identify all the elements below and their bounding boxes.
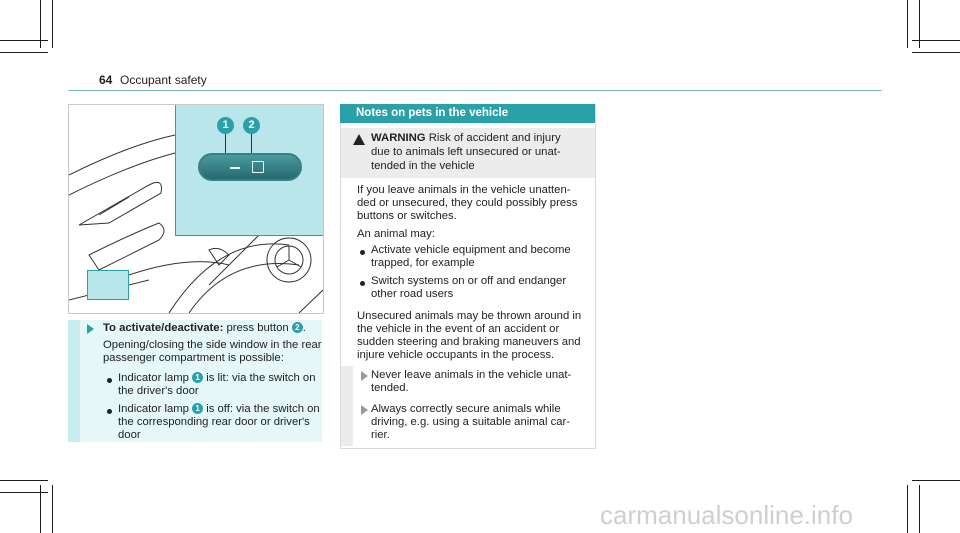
tip-line: driving, e.g. using a suitable animal car- xyxy=(371,416,571,428)
button-2-marker: 2 xyxy=(292,322,303,333)
indicator-lamp xyxy=(230,167,240,169)
list-line: Activate vehicle equipment and become xyxy=(371,244,571,256)
door-panel-illustration xyxy=(68,104,324,314)
tip-bar xyxy=(341,402,353,446)
bullet-icon xyxy=(360,281,365,286)
list-line: trapped, for example xyxy=(371,257,475,269)
callout-1: 1 xyxy=(217,117,234,134)
bullet-text-a: Indicator lamp xyxy=(118,403,193,415)
step-title: To activate/deactivate: xyxy=(103,322,224,334)
paragraph-line: Unsecured animals may be thrown around in xyxy=(357,310,582,322)
warning-line xyxy=(371,132,561,145)
instruction-bar xyxy=(68,320,80,442)
bullet-text-b: is off: via the switch on xyxy=(203,403,320,415)
bullet-icon xyxy=(107,409,112,414)
bullet-icon xyxy=(107,378,112,383)
bullet-text-b: is lit: via the switch on xyxy=(203,372,316,384)
paragraph-line: ded or unsecured, they could possibly press xyxy=(357,197,578,209)
crop-mark xyxy=(912,40,960,41)
tip-arrow-icon xyxy=(361,371,368,381)
tip-bar xyxy=(341,366,353,402)
warning-triangle-icon xyxy=(353,134,365,145)
tip-line: Never leave animals in the vehicle unat- xyxy=(371,369,572,381)
tip-line: Always correctly secure animals while xyxy=(371,403,561,415)
paragraph-line: the vehicle in the event of an accident or xyxy=(357,323,560,335)
crop-mark xyxy=(912,52,960,53)
bullet-icon xyxy=(360,250,365,255)
paragraph-line: If you leave animals in the vehicle unatten- xyxy=(357,184,571,196)
crop-mark xyxy=(907,0,908,48)
watermark: carmanualsonline.info xyxy=(600,500,853,530)
page-number: 64 xyxy=(99,73,113,87)
tip-arrow-icon xyxy=(361,405,368,415)
notes-title: Notes on pets in the vehicle xyxy=(356,107,509,119)
warning-line: due to animals left unsecured or unat- xyxy=(371,146,561,158)
tip-line: rier. xyxy=(371,429,390,441)
callout-2: 2 xyxy=(243,117,260,134)
warning-line: tended in the vehicle xyxy=(371,160,475,172)
list-line: other road users xyxy=(371,288,454,300)
step-rest: press button xyxy=(223,322,292,334)
crop-mark xyxy=(52,0,53,48)
tip-line: tended. xyxy=(371,382,409,394)
crop-mark xyxy=(0,492,48,493)
paragraph-line: sudden steering and braking maneuvers and xyxy=(357,336,581,348)
window-lock-icon xyxy=(252,161,264,173)
warning-text: Risk of accident and injury xyxy=(425,132,561,144)
bullet-text xyxy=(118,403,320,416)
crop-mark xyxy=(0,480,48,481)
bullet-text: the corresponding rear door or driver's xyxy=(118,416,310,428)
lamp-1-marker: 1 xyxy=(192,372,203,383)
step-arrow-icon xyxy=(87,324,94,334)
crop-mark xyxy=(52,485,53,533)
lamp-1-marker: 1 xyxy=(192,403,203,414)
notes-title-bar xyxy=(340,104,595,123)
paragraph-line: An animal may: xyxy=(357,228,435,240)
crop-mark xyxy=(907,485,908,533)
crop-mark xyxy=(912,480,960,481)
warning-label: WARNING xyxy=(371,132,426,144)
paragraph-line: injure vehicle occupants in the process. xyxy=(357,349,555,361)
header-rule xyxy=(68,90,882,91)
section-title: Occupant safety xyxy=(120,73,207,87)
paragraph-line: buttons or switches. xyxy=(357,210,457,222)
bullet-text-a: Indicator lamp xyxy=(118,372,193,384)
switch-location-highlight xyxy=(87,270,129,300)
list-line: Switch systems on or off and endanger xyxy=(371,275,567,287)
crop-mark xyxy=(0,52,48,53)
crop-mark xyxy=(0,40,48,41)
crop-mark xyxy=(919,485,920,533)
switch-detail-inset xyxy=(175,105,324,236)
child-lock-switch xyxy=(198,153,302,181)
step-text: To activate/deactivate: press button 2 . xyxy=(103,322,306,334)
intro-line: passenger compartment is possible: xyxy=(103,352,284,364)
bullet-text: door xyxy=(118,429,141,441)
intro-line: Opening/closing the side window in the rear xyxy=(103,339,322,351)
bullet-text: the driver's door xyxy=(118,385,199,397)
bullet-text xyxy=(118,372,315,385)
